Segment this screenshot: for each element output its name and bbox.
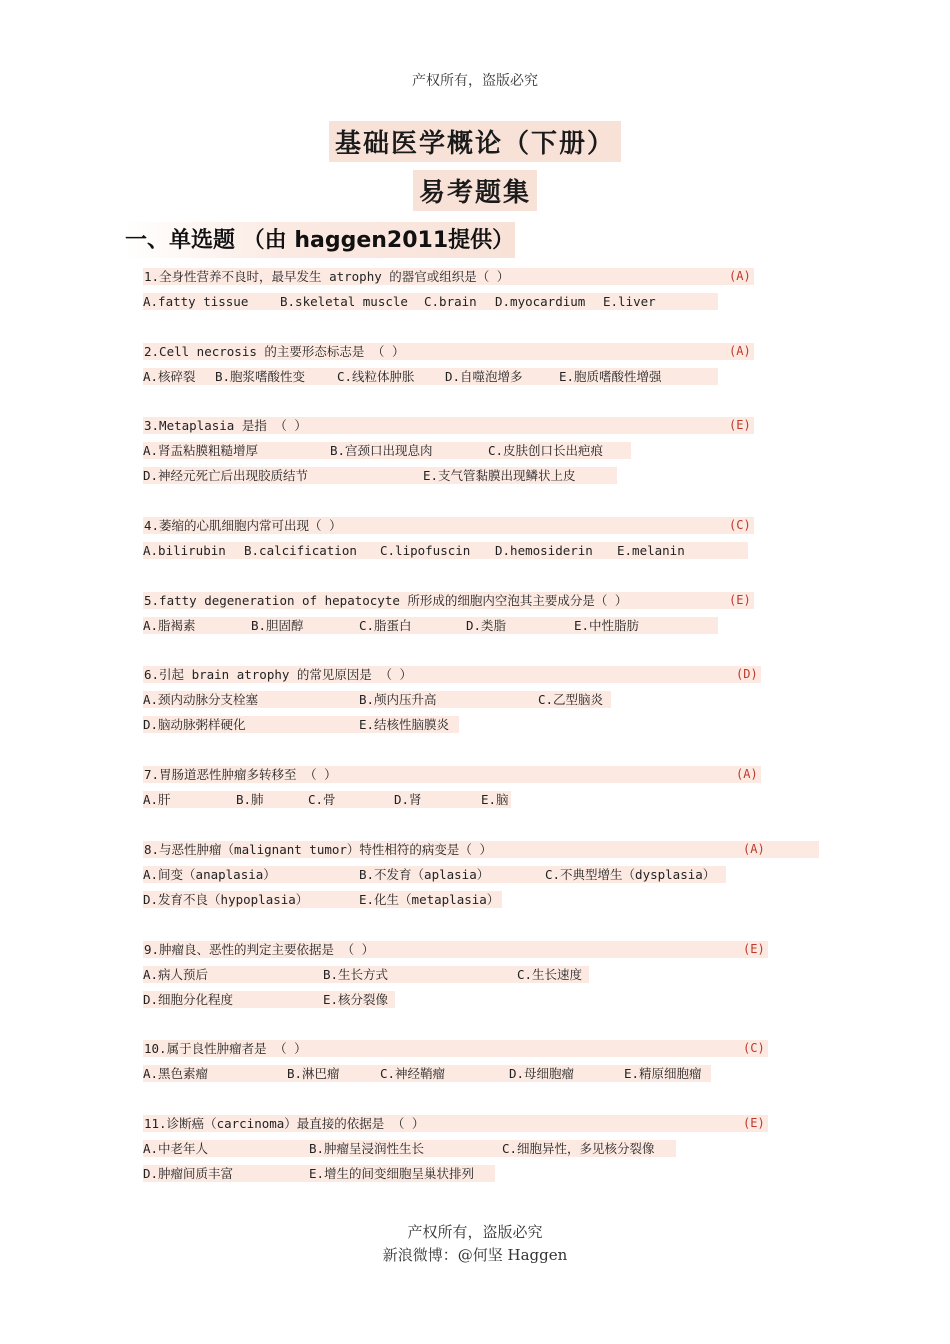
question-text: 6.引起 brain atrophy 的常见原因是 （ ） bbox=[143, 666, 756, 683]
option: B.肿瘤呈浸润性生长 bbox=[309, 1141, 425, 1156]
option: E.胞质嗜酸性增强 bbox=[559, 369, 662, 384]
option: C.线粒体肿胀 bbox=[337, 369, 415, 384]
document-title: 基础医学概论（下册） bbox=[329, 121, 621, 162]
question-text: 10.属于良性肿瘤者是 （ ） bbox=[143, 1040, 762, 1057]
answer-key: (E) bbox=[740, 941, 768, 958]
section-heading-author: haggen2011 bbox=[294, 228, 449, 253]
option-row bbox=[143, 866, 726, 883]
option-row bbox=[143, 891, 502, 908]
option: B.calcification bbox=[244, 543, 357, 558]
option: C.皮肤创口长出疤痕 bbox=[488, 443, 604, 458]
option: A.颈内动脉分支栓塞 bbox=[143, 692, 259, 707]
option: D.自噬泡增多 bbox=[445, 369, 523, 384]
question-text: 1.全身性营养不良时，最早发生 atrophy 的器官或组织是（ ） bbox=[143, 268, 744, 285]
option-row bbox=[143, 1065, 711, 1082]
option: A.脂褐素 bbox=[143, 618, 196, 633]
option-row bbox=[143, 617, 718, 634]
option: E.结核性脑膜炎 bbox=[359, 717, 450, 732]
question-text: 11.诊断癌（carcinoma）最直接的依据是 （ ） bbox=[143, 1115, 762, 1132]
option: A.黑色素瘤 bbox=[143, 1066, 209, 1081]
option: B.颅内压升高 bbox=[359, 692, 437, 707]
option: A.间变（anaplasia） bbox=[143, 867, 276, 882]
answer-key: (A) bbox=[726, 268, 754, 285]
option: B.不发育（aplasia） bbox=[359, 867, 490, 882]
option: B.肺 bbox=[236, 792, 264, 807]
option: E.化生（metaplasia） bbox=[359, 892, 500, 907]
section-heading-prefix: 一、单选题 （由 bbox=[125, 227, 295, 253]
page-header-copyright: 产权所有，盗版必究 bbox=[412, 73, 538, 89]
option: A.肾盂粘膜粗糙增厚 bbox=[143, 443, 259, 458]
option-row bbox=[143, 716, 459, 733]
option-row bbox=[143, 966, 589, 983]
option-row bbox=[143, 1165, 495, 1182]
question-text: 4.萎缩的心肌细胞内常可出现（ ） bbox=[143, 517, 744, 534]
footer-weibo: 新浪微博：@何坚 Haggen bbox=[382, 1246, 568, 1264]
option: D.myocardium bbox=[495, 294, 586, 309]
question-text: 5.fatty degeneration of hepatocyte 所形成的细胞内空泡其主要成分是（ ） bbox=[143, 592, 744, 609]
section-heading bbox=[125, 222, 515, 258]
option: D.肾 bbox=[394, 792, 422, 807]
option: B.skeletal muscle bbox=[280, 294, 408, 309]
option-row bbox=[143, 991, 395, 1008]
option-row bbox=[143, 791, 511, 808]
option: E.melanin bbox=[617, 543, 685, 558]
question-text: 8.与恶性肿瘤（malignant tumor）特性相符的病变是（ ） bbox=[143, 841, 819, 858]
answer-key: (E) bbox=[740, 1115, 768, 1132]
option-row bbox=[143, 368, 718, 385]
question-text: 3.Metaplasia 是指 （ ） bbox=[143, 417, 744, 434]
answer-key: (A) bbox=[726, 343, 754, 360]
option: C.细胞异性，多见核分裂像 bbox=[502, 1141, 655, 1156]
option: E.支气管黏膜出现鳞状上皮 bbox=[423, 468, 576, 483]
option-row bbox=[143, 442, 631, 459]
question-text: 7.胃肠道恶性肿瘤多转移至 （ ） bbox=[143, 766, 756, 783]
option-row bbox=[143, 691, 611, 708]
option: D.神经元死亡后出现胶质结节 bbox=[143, 468, 309, 483]
option: B.胞浆嗜酸性变 bbox=[215, 369, 306, 384]
option: A.肝 bbox=[143, 792, 171, 807]
option: E.中性脂肪 bbox=[574, 618, 640, 633]
answer-key: (E) bbox=[726, 592, 754, 609]
option: C.lipofuscin bbox=[380, 543, 471, 558]
option: D.hemosiderin bbox=[495, 543, 593, 558]
option: C.乙型脑炎 bbox=[538, 692, 604, 707]
option-row bbox=[143, 542, 748, 559]
option: D.脑动脉粥样硬化 bbox=[143, 717, 246, 732]
option: C.骨 bbox=[308, 792, 336, 807]
option: B.淋巴瘤 bbox=[287, 1066, 340, 1081]
question-text: 2.Cell necrosis 的主要形态标志是 （ ） bbox=[143, 343, 744, 360]
question-text: 9.肿瘤良、恶性的判定主要依据是 （ ） bbox=[143, 941, 762, 958]
option: E.liver bbox=[603, 294, 656, 309]
option: B.宫颈口出现息肉 bbox=[330, 443, 433, 458]
answer-key: (D) bbox=[733, 666, 761, 683]
option: B.生长方式 bbox=[323, 967, 389, 982]
option: E.脑 bbox=[481, 792, 509, 807]
option: A.中老年人 bbox=[143, 1141, 209, 1156]
option: C.脂蛋白 bbox=[359, 618, 412, 633]
option: A.bilirubin bbox=[143, 543, 226, 558]
option-row bbox=[143, 467, 617, 484]
option: D.细胞分化程度 bbox=[143, 992, 234, 1007]
option-row bbox=[143, 293, 718, 310]
option: C.神经鞘瘤 bbox=[380, 1066, 446, 1081]
answer-key: (A) bbox=[740, 841, 768, 858]
option-row bbox=[143, 1140, 676, 1157]
answer-key: (A) bbox=[733, 766, 761, 783]
option: C.生长速度 bbox=[517, 967, 583, 982]
option: E.核分裂像 bbox=[323, 992, 389, 1007]
option: A.病人预后 bbox=[143, 967, 209, 982]
option: C.brain bbox=[424, 294, 477, 309]
answer-key: (C) bbox=[740, 1040, 768, 1057]
answer-key: (E) bbox=[726, 417, 754, 434]
option: C.不典型增生（dysplasia） bbox=[545, 867, 716, 882]
option: D.母细胞瘤 bbox=[509, 1066, 575, 1081]
footer-copyright: 产权所有，盗版必究 bbox=[407, 1223, 543, 1241]
option: A.核碎裂 bbox=[143, 369, 196, 384]
option: D.肿瘤间质丰富 bbox=[143, 1166, 234, 1181]
answer-key: (C) bbox=[726, 517, 754, 534]
option: D.发育不良（hypoplasia） bbox=[143, 892, 309, 907]
option: A.fatty tissue bbox=[143, 294, 249, 309]
option: D.类脂 bbox=[466, 618, 507, 633]
option: E.精原细胞瘤 bbox=[624, 1066, 702, 1081]
option: E.增生的间变细胞呈巢状排列 bbox=[309, 1166, 475, 1181]
document-subtitle: 易考题集 bbox=[413, 170, 537, 211]
section-heading-suffix: 提供） bbox=[448, 227, 515, 253]
option: B.胆固醇 bbox=[251, 618, 304, 633]
